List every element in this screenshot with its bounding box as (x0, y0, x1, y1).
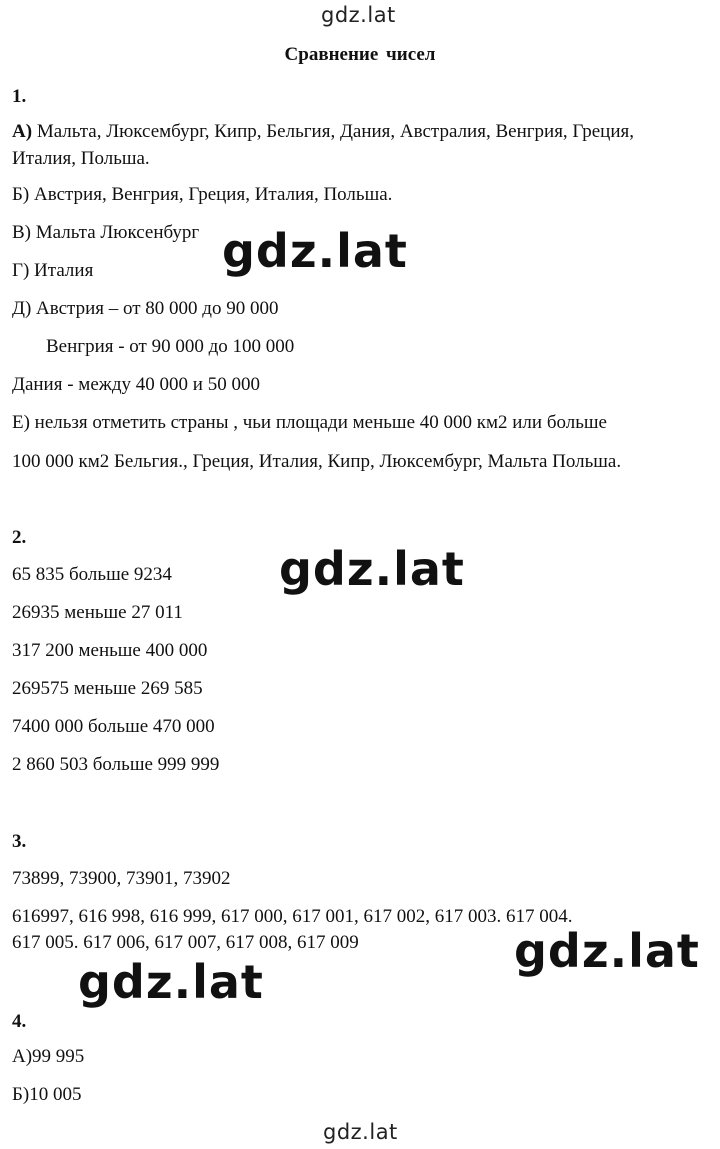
section-2-line-4: 269575 меньше 269 585 (12, 678, 203, 699)
section-1-a-label: А) (12, 121, 33, 142)
section-3-line-2: 616997, 616 998, 616 999, 617 000, 617 001, 617 002, 617 003. 617 004. (12, 906, 573, 927)
watermark-3: gdz.lat (514, 924, 700, 978)
section-2-line-2: 26935 меньше 27 011 (12, 602, 183, 623)
section-3-line-3: 617 005. 617 006, 617 007, 617 008, 617 009 (12, 932, 359, 953)
section-1-a-cont: Италия, Польша. (12, 148, 150, 169)
section-1-v: В) Мальта Люксенбург (12, 222, 200, 243)
section-4-number: 4. (12, 1011, 27, 1032)
section-1-d: Д) Австрия – от 80 000 до 90 000 (12, 298, 279, 319)
section-1-e: Е) нельзя отметить страны , чьи площади меньше 40 000 км2 или больше (12, 412, 607, 433)
section-2-line-6: 2 860 503 больше 999 999 (12, 754, 220, 775)
section-3-line-1: 73899, 73900, 73901, 73902 (12, 868, 231, 889)
watermark-bottom: gdz.lat (323, 1120, 398, 1144)
watermark-4: gdz.lat (78, 955, 264, 1009)
section-2-line-5: 7400 000 больше 470 000 (12, 716, 215, 737)
section-2-number: 2. (12, 527, 27, 548)
section-3-number: 3. (12, 831, 27, 852)
section-1-number: 1. (12, 86, 27, 107)
section-1-b: Б) Австрия, Венгрия, Греция, Италия, Польша. (12, 184, 393, 205)
section-1-a-text: Мальта, Люксембург, Кипр, Бельгия, Дания, Австралия, Венгрия, Греция, (32, 121, 634, 142)
section-1-d2: Венгрия - от 90 000 до 100 000 (46, 336, 295, 357)
section-4-b: Б)10 005 (12, 1084, 82, 1105)
watermark-top: gdz.lat (321, 3, 396, 27)
section-1-e2: 100 000 км2 Бельгия., Греция, Италия, Кипр, Люксембург, Мальта Польша. (12, 451, 622, 472)
section-1-a (12, 121, 634, 143)
section-1-g: Г) Италия (12, 260, 94, 281)
section-2-line-1: 65 835 больше 9234 (12, 564, 172, 585)
section-2-line-3: 317 200 меньше 400 000 (12, 640, 208, 661)
section-1-d3: Дания - между 40 000 и 50 000 (12, 374, 260, 395)
watermark-1: gdz.lat (222, 224, 408, 278)
section-4-a: А)99 995 (12, 1046, 85, 1067)
page-title: Сравнение чисел (284, 44, 436, 65)
watermark-2: gdz.lat (279, 542, 465, 596)
